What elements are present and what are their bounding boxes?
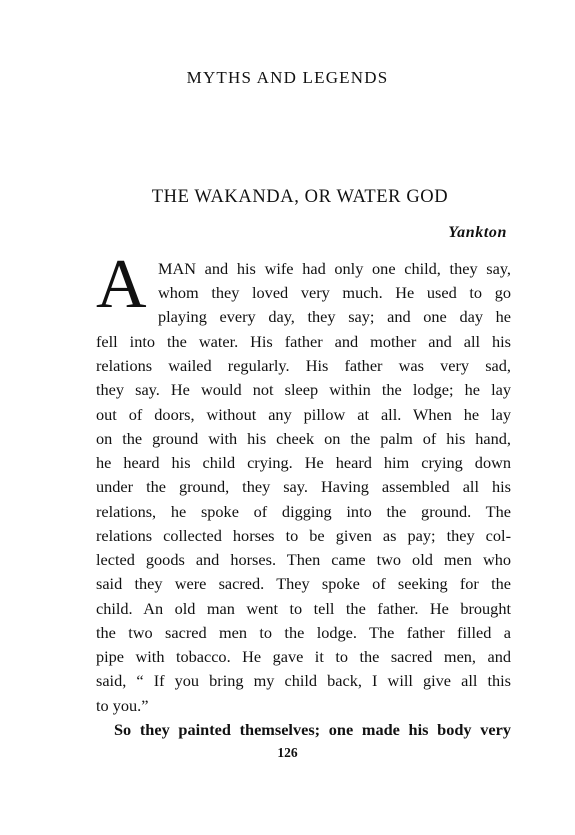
text-line: out of doors, without any pillow at all. When he lay [96,405,511,424]
text-line: whom they loved very much. He used to go [158,283,511,302]
text-line: said, “ If you bring my child back, I will give all this [96,671,511,690]
text-line: MAN and his wife had only one child, they say, [158,259,511,278]
text-line: child. An old man went to tell the father. He brought [96,599,511,618]
text-line: lected goods and horses. Then came two old men who [96,550,511,569]
chapter-title: THE WAKANDA, OR WATER GOD [151,187,449,207]
text-line: on the ground with his cheek on the palm of his hand, [96,429,511,448]
source-attribution: Yankton [448,224,507,241]
drop-cap: A [96,246,147,323]
text-line: pipe with tobacco. He gave it to the sacred men, and [96,647,511,666]
text-line: relations, he spoke of digging into the ground. The [96,502,511,521]
text-line: relations wailed regularly. His father was very sad, [96,356,511,375]
text-line: he heard his child crying. He heard him crying down [96,453,511,472]
text-line: fell into the water. His father and mother and all his [96,332,511,351]
text-line: said they were sacred. They spoke of seeking for the [96,574,511,593]
text-line: the two sacred men to the lodge. The father filled a [96,623,511,642]
text-line: So they painted themselves; one made his body very [114,720,511,739]
text-line: under the ground, they say. Having assembled all his [96,477,511,496]
text-line: they say. He would not sleep within the lodge; he lay [96,380,511,399]
text-line: playing every day, they say; and one day he [158,307,511,326]
page-number: 126 [277,745,298,760]
running-head: MYTHS AND LEGENDS [186,68,389,87]
text-line: relations collected horses to be given as pay; they col- [96,526,511,545]
text-line: to you.” [96,696,149,715]
